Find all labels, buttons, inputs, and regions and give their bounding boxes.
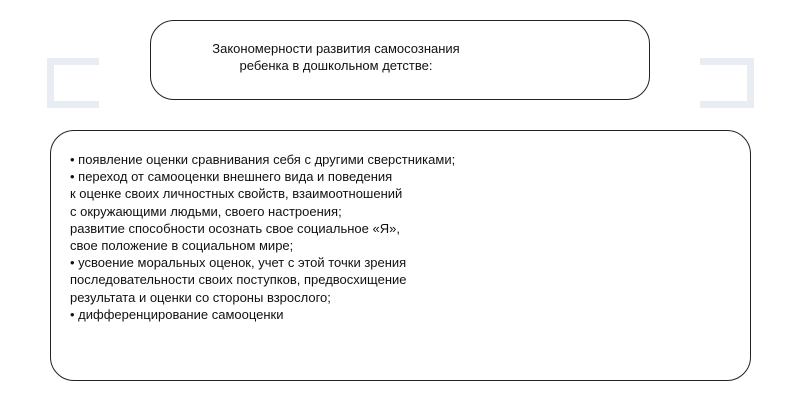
content-line: свое положение в социальном мире; <box>70 238 294 254</box>
right-connector-bracket <box>700 58 754 108</box>
title-text <box>151 40 521 74</box>
content-list <box>70 151 455 323</box>
content-line: • появление оценки сравнивания себя с другими сверстниками; <box>70 152 456 167</box>
content-line: с окружающими людьми, своего настроения; <box>70 203 342 219</box>
title-line: Закономерности развития самосознания <box>212 41 460 56</box>
content-line: • усвоение моральных оценок, учет с этой точки зрения <box>70 255 407 271</box>
title-line: ребенка в дошкольном детстве: <box>239 58 433 73</box>
title-box <box>150 20 650 100</box>
content-line: результата и оценки со стороны взрослого; <box>70 289 331 305</box>
content-line: к оценке своих личностных свойств, взаимоотношений <box>70 186 403 202</box>
left-connector-bracket <box>47 58 99 108</box>
content-line: развитие способности осознать свое социальное «Я», <box>70 220 400 236</box>
content-line: последовательности своих поступков, предвосхищение <box>70 272 407 288</box>
content-line: • переход от самооценки внешнего вида и поведения <box>70 169 393 185</box>
content-line: • дифференцирование самооценки <box>70 306 284 322</box>
content-box <box>50 130 751 381</box>
